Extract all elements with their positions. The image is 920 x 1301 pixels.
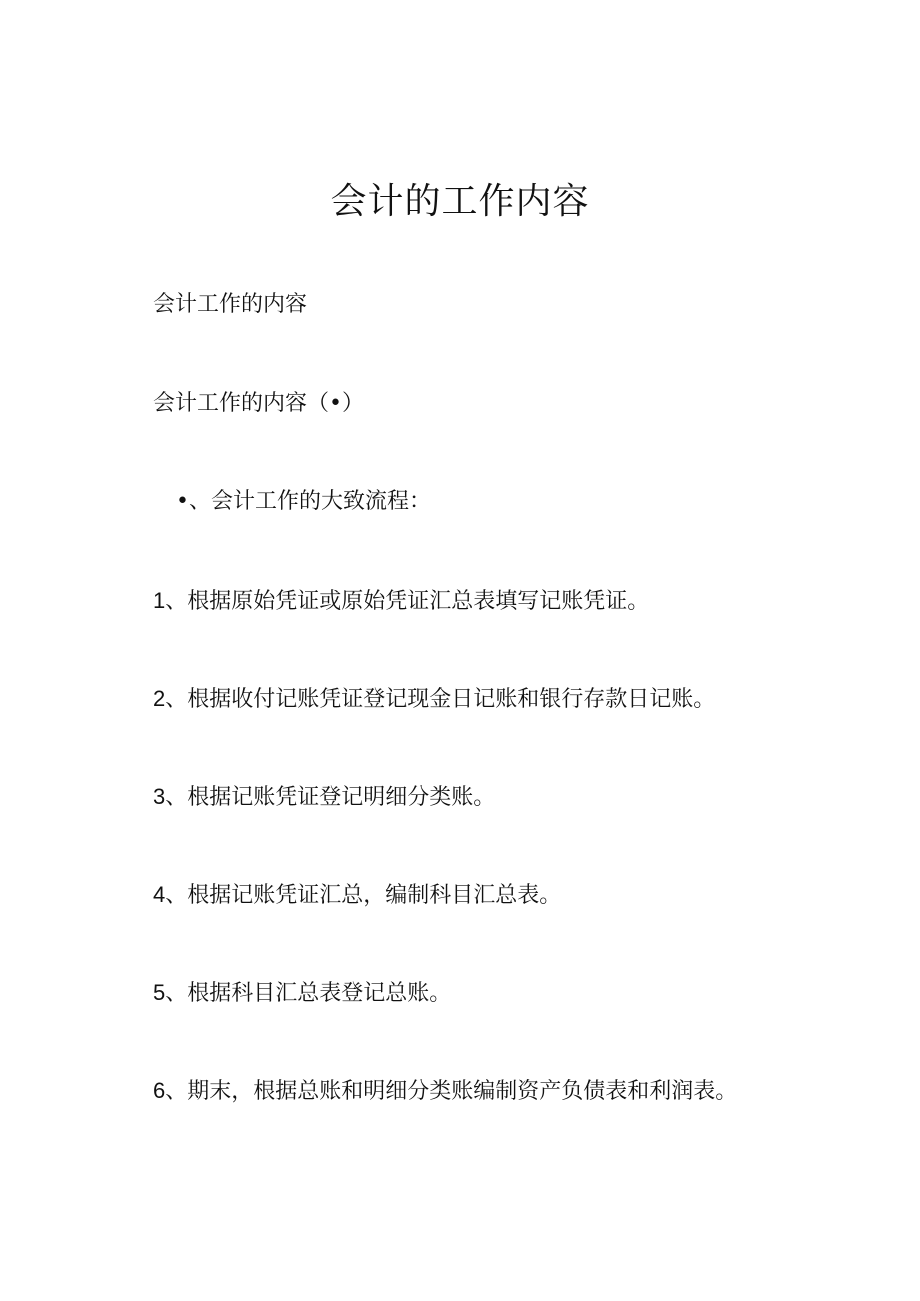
- paragraph-process-intro: •、会计工作的大致流程：: [176, 489, 431, 514]
- document-title: 会计的工作内容: [330, 181, 590, 222]
- step-item: [153, 781, 495, 814]
- paragraph-heading: 会计工作的内容: [153, 292, 308, 317]
- step-text: 、根据原始凭证或原始凭证汇总表填写记账凭证。: [165, 589, 650, 614]
- step-item: [153, 585, 649, 618]
- step-text: 、期末，根据总账和明细分类账编制资产负债表和利润表。: [165, 1079, 738, 1104]
- step-number: 3: [153, 784, 166, 809]
- step-item: [153, 879, 561, 912]
- step-number: 5: [153, 980, 166, 1005]
- step-number: 4: [153, 882, 166, 907]
- step-item: [153, 1075, 737, 1108]
- step-number: 6: [153, 1078, 166, 1103]
- step-number: 1: [153, 588, 166, 613]
- step-text: 、根据科目汇总表登记总账。: [165, 981, 452, 1006]
- step-text: 、根据收付记账凭证登记现金日记账和银行存款日记账。: [165, 687, 716, 712]
- step-text: 、根据记账凭证汇总，编制科目汇总表。: [165, 883, 562, 908]
- step-item: [153, 977, 451, 1010]
- step-item: [153, 683, 715, 716]
- paragraph-subheading: 会计工作的内容（•）: [153, 391, 364, 416]
- step-text: 、根据记账凭证登记明细分类账。: [165, 785, 496, 810]
- step-number: 2: [153, 686, 166, 711]
